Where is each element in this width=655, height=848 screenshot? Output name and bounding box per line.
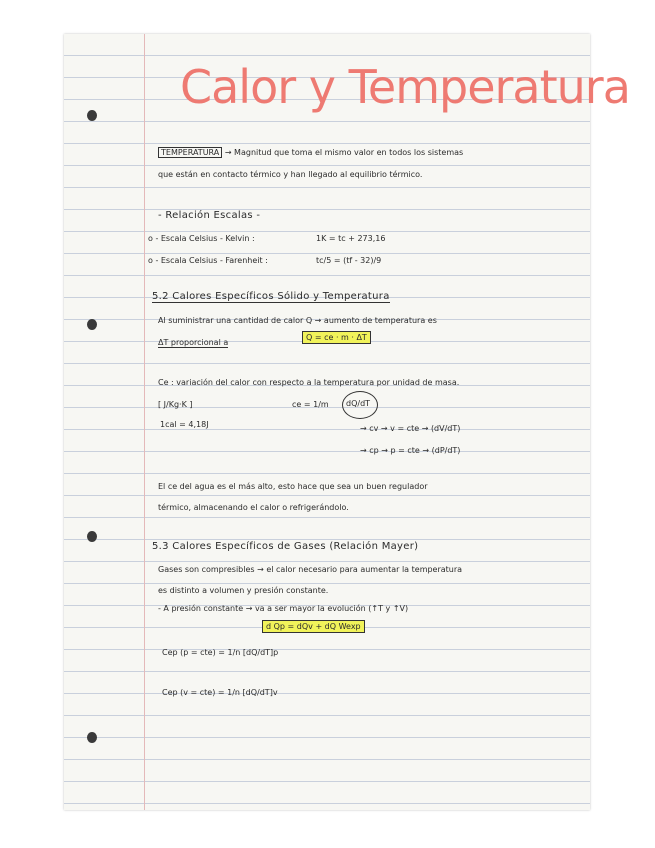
cep-constant-pressure: Cep (p = cte) = 1/n [dQ/dT]p — [162, 648, 279, 657]
cv-branch: → cv → v = cte → (dV/dT) — [360, 424, 461, 433]
scale-row-farenheit-label: o - Escala Celsius - Farenheit : — [148, 256, 268, 265]
binder-hole-4 — [87, 732, 97, 743]
ce-unit: [ J/Kg·K ] — [158, 400, 193, 409]
dq-dt: dQ/dT — [346, 399, 371, 408]
water-line-1: El ce del agua es el más alto, esto hace que sea un buen regulador — [158, 482, 428, 491]
binder-hole-3 — [87, 531, 97, 542]
page-title: Calor y Temperatura — [180, 60, 630, 114]
s53-formula-box: d Qp = dQv + dQ Wexp — [262, 620, 365, 633]
s52-formula-box: Q = ce · m · ΔT — [302, 331, 371, 344]
definition-line-1 — [158, 148, 463, 157]
s53-line-3: - A presión constante → va a ser mayor la evolución (↑T y ↑V) — [158, 604, 409, 613]
margin-line — [144, 34, 145, 810]
scale-row-farenheit-formula: tc/5 = (tf - 32)/9 — [316, 256, 382, 265]
scale-row-kelvin-label: o - Escala Celsius - Kelvin : — [148, 234, 255, 243]
definition-line-2: que están en contacto térmico y han llegado al equilibrio térmico. — [158, 170, 423, 179]
term-temperatura: TEMPERATURA — [158, 147, 222, 158]
ce-definition: Ce : variación del calor con respecto a la temperatura por unidad de masa. — [158, 378, 460, 387]
cp-branch: → cp → p = cte → (dP/dT) — [360, 446, 461, 455]
s52-line-1: Al suministrar una cantidad de calor Q → aumento de temperatura es — [158, 316, 437, 325]
scales-heading: - Relación Escalas - — [158, 210, 261, 221]
definition-text-1: → Magnitud que toma el mismo valor en todos los sistemas — [224, 148, 464, 157]
s53-line-1: Gases son compresibles → el calor necesario para aumentar la temperatura — [158, 565, 463, 574]
section-5-2-heading: 5.2 Calores Específicos Sólido y Temperatura — [152, 291, 390, 302]
section-5-3-heading: 5.3 Calores Específicos de Gases (Relación Mayer) — [152, 541, 419, 552]
binder-hole-1 — [87, 110, 97, 121]
water-line-2: térmico, almacenando el calor o refrigerándolo. — [158, 503, 349, 512]
ce-equation: ce = 1/m — [292, 400, 329, 409]
s52-line-2: ΔT proporcional a — [158, 338, 229, 347]
s52-formula — [302, 333, 371, 342]
scale-row-kelvin-formula: 1K = tc + 273,16 — [316, 234, 386, 243]
cal-conversion: 1cal = 4,18J — [160, 420, 209, 429]
cep-constant-volume: Cep (v = cte) = 1/n [dQ/dT]v — [162, 688, 278, 697]
s53-line-2: es distinto a volumen y presión constante. — [158, 586, 329, 595]
binder-hole-2 — [87, 319, 97, 330]
s53-formula — [262, 622, 365, 631]
